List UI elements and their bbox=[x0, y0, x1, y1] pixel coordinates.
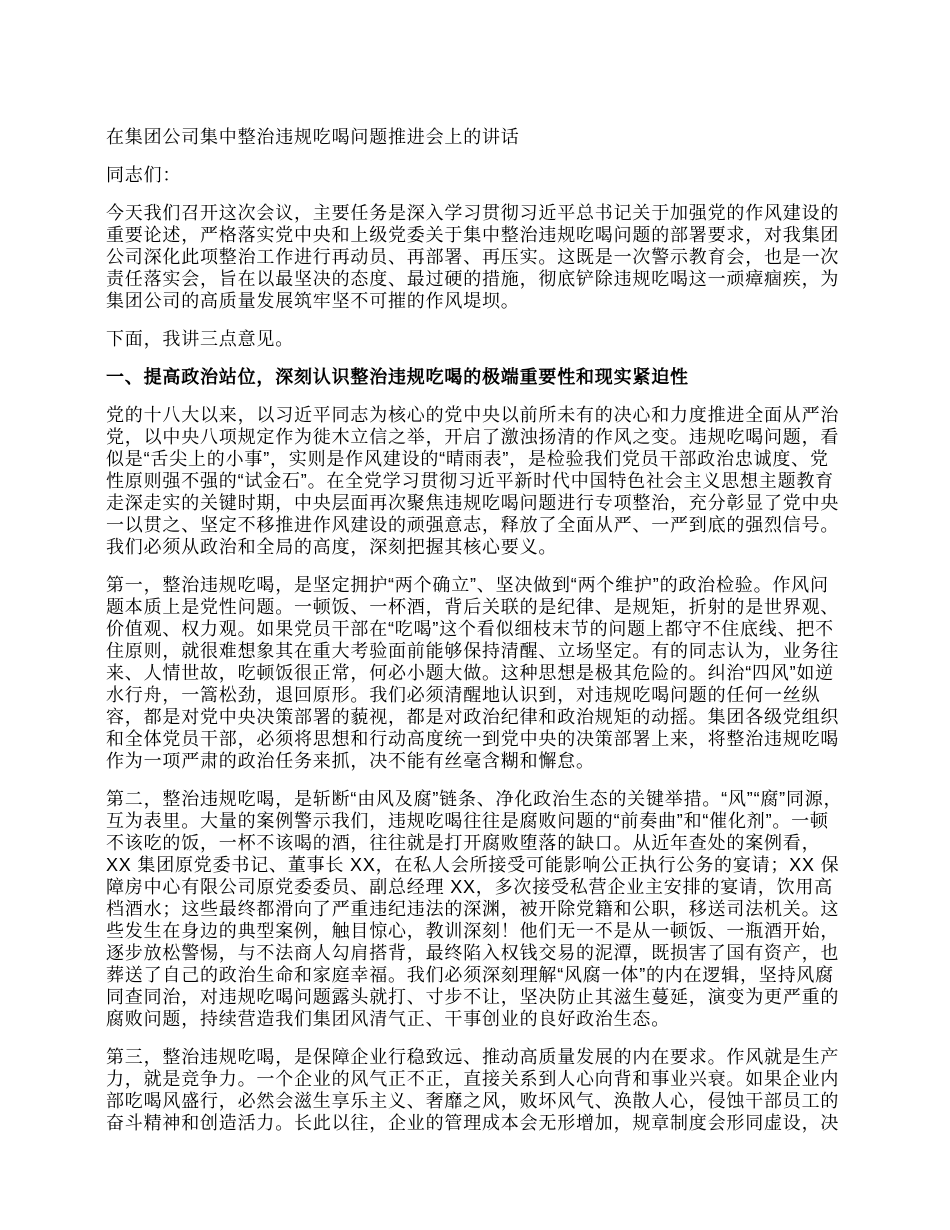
paragraph-point-second: 第二，整治违规吃喝，是斩断“由风及腐”链条、净化政治生态的关键举措。“风”“腐”同源，互为表里。大量的案例警示我们，违规吃喝往往是腐败问题的“前奏曲”和“催化剂”。一顿不该吃的饭，一杯不该喝的酒，往往就是打开腐败堕落的缺口。从近年查处的案例看，XX 集团原党委书记、董事长 XX，在私人会所接受可能影响公正执行公务的宴请；XX 保障房中心有限公司原党委委员、副总经理 XX，多次接受私营企业主安排的宴请，饮用高档酒水；这些最终都滑向了严重违纪违法的深渊，被开除党籍和公职，移送司法机关。这些发生在身边的典型案例，触目惊心，教训深刻！他们无一不是从一顿饭、一瓶酒开始，逐步放松警惕，与不法商人勾肩搭背，最终陷入权钱交易的泥潭，既损害了国有资产，也葬送了自己的政治生命和家庭幸福。我们必须深刻理解“风腐一体”的内在逻辑，坚持风腐同查同治，对违规吃喝问题露头就打、寸步不让，坚决防止其滋生蔓延，演变为更严重的腐败问题，持续营造我们集团风清气正、干事创业的良好政治生态。 bbox=[106, 789, 843, 1029]
salutation: 同志们： bbox=[106, 165, 182, 185]
paragraph-point-first: 第一，整治违规吃喝，是坚定拥护“两个确立”、坚决做到“两个维护”的政治检验。作风问题本质上是党性问题。一顿饭、一杯酒，背后关联的是纪律、是规矩，折射的是世界观、价值观、权力观。如果党员干部在“吃喝”这个看似细枝末节的问题上都守不住底线、把不住原则，就很难想象其在重大考验面前能够保持清醒、立场坚定。有的同志认为，业务往来、人情世故，吃顿饭很正常，何必小题大做。这种思想是极其危险的。纠治“四风”如逆水行舟，一篙松劲，退回原形。我们必须清醒地认识到，对违规吃喝问题的任何一丝纵容，都是对党中央决策部署的藐视，都是对政治纪律和政治规矩的动摇。集团各级党组织和全体党员干部，必须将思想和行动高度统一到党中央的决策部署上来，将整治违规吃喝作为一项严肃的政治任务来抓，决不能有丝毫含糊和懈怠。 bbox=[106, 575, 840, 771]
document-content bbox=[106, 0, 844, 1134]
paragraph-opening: 今天我们召开这次会议，主要任务是深入学习贯彻习近平总书记关于加强党的作风建设的重要论述，严格落实党中央和上级党委关于集中整治违规吃喝问题的部署要求，对我集团公司深化此项整治工作进行再动员、再部署、再压实。这既是一次警示教育会，也是一次责任落实会，旨在以最坚决的态度、最过硬的措施，彻底铲除违规吃喝这一顽瘴痼疾，为集团公司的高质量发展筑牢坚不可摧的作风堤坝。 bbox=[106, 203, 840, 311]
section-heading-1: 一、提高政治站位，深刻认识整治违规吃喝的极端重要性和现实紧迫性 bbox=[106, 367, 689, 387]
paragraph-transition: 下面，我讲三点意见。 bbox=[106, 329, 294, 349]
paragraph-point-third-truncated: 第三，整治违规吃喝，是保障企业行稳致远、推动高质量发展的内在要求。作风就是生产力，就是竞争力。一个企业的风气正不正，直接关系到人心向背和事业兴衰。如果企业内部吃喝风盛行，必然会滋生享乐主义、奢靡之风，败坏风气、涣散人心，侵蚀干部员工的奋斗精神和创造活力。长此以往，企业的管理成本会无形增加，规章制度会形同虚设，决 bbox=[106, 1047, 840, 1133]
document-title: 在集团公司集中整治违规吃喝问题推进会上的讲话 bbox=[106, 127, 520, 147]
paragraph-section-intro: 党的十八大以来，以习近平同志为核心的党中央以前所未有的决心和力度推进全面从严治党，以中央八项规定作为徙木立信之举，开启了激浊扬清的作风之变。违规吃喝问题，看似是“舌尖上的小事”，实则是作风建设的“晴雨表”，是检验我们党员干部政治忠诚度、党性原则强不强的“试金石”。在全党学习贯彻习近平新时代中国特色社会主义思想主题教育走深走实的关键时期，中央层面再次聚焦违规吃喝问题进行专项整治，充分彰显了党中央一以贯之、坚定不移推进作风建设的顽强意志，释放了全面从严、一严到底的强烈信号。我们必须从政治和全局的高度，深刻把握其核心要义。 bbox=[106, 405, 840, 557]
